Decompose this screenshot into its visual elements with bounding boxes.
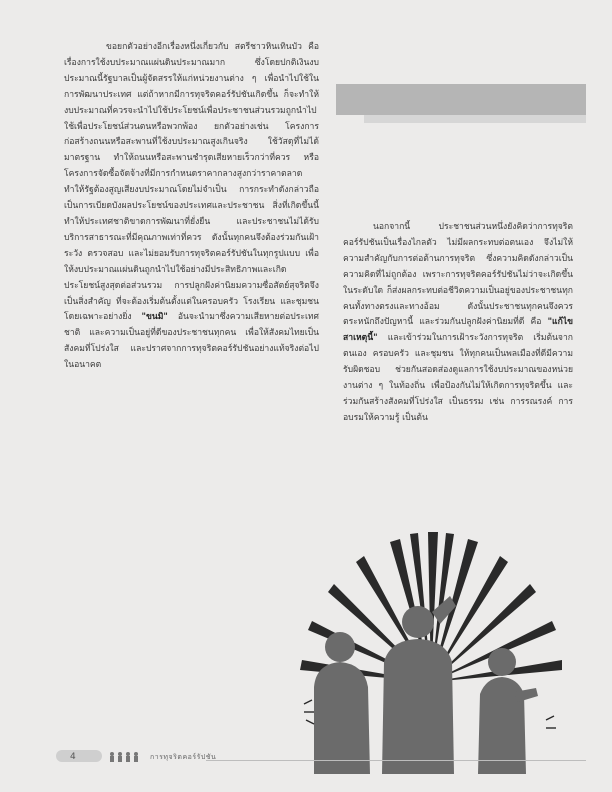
- left-paragraph: [64, 40, 319, 374]
- right-paragraph: [343, 220, 573, 427]
- left-column: [64, 40, 319, 374]
- right-bold-term: "แก้ไขสาเหตุนี้": [343, 317, 573, 344]
- left-bold-term: "ขนมิ": [141, 312, 168, 323]
- header-band-shadow: [364, 115, 586, 123]
- left-paragraph-tail: อันจะนำมาซึ่งความเสียหายต่อประเทศชาติ และความเป็นอยู่ที่ดีของประชาชนทุกคน เพื่อให้สังคมไทยเป็นสังคมที่โปร่งใส และปราศจากการทุจริตคอร์รัปชันอย่างแท้จริงต่อไปในอนาคต: [64, 312, 320, 371]
- right-column: [343, 220, 573, 427]
- page-number: 4: [70, 752, 76, 762]
- left-paragraph-lead: ขอยกตัวอย่างอีกเรื่องหนึ่งเกี่ยวกับ สตรีชาวหินเทินบัว คือ เรื่องการใช้งบประมาณแผ่นดินประมาณมาก ซึ่งโดยปกติเงินงบประมาณนี้รัฐบาลเป็นผู้จัดสรรให้แก่หน่วยงานต่าง ๆ เพื่อนำไปใช้ในการพัฒนาประเทศ แต่ถ้าหากมีการทุจริตคอร์รัปชันเกิดขึ้น ก็จะทำให้งบประมาณที่ควรจะนำไปใช้ประโยชน์เพื่อประชาชนส่วนรวมถูกนำไปใช้เพื่อประโยชน์ส่วนตนหรือพวกพ้อง ยกตัวอย่างเช่น โครงการก่อสร้างถนนหรือสะพานที่ใช้งบประมาณสูงเกินจริง ใช้วัสดุที่ไม่ได้มาตรฐาน ทำให้ถนนหรือสะพานชำรุดเสียหายเร็วกว่าที่ควร หรือโครงการจัดซื้อจัดจ้างที่มีการกำหนดราคากลางสูงกว่าราคาตลาด ทำให้รัฐต้องสูญเสียงบประมาณโดยไม่จำเป็น การกระทำดังกล่าวถือเป็นการเบียดบังผลประโยชน์ของประเทศและประชาชน สิ่งที่เกิดขึ้นนี้ทำให้ประเทศชาติขาดการพัฒนาที่ยั่งยืน และประชาชนไม่ได้รับบริการสาธารณะที่มีคุณภาพเท่าที่ควร ดังนั้นทุกคนจึงต้องร่วมกันเฝ้าระวัง ตรวจสอบ และไม่ยอมรับการทุจริตคอร์รัปชันในทุกรูปแบบ เพื่อให้งบประมาณแผ่นดินถูกนำไปใช้อย่างมีประสิทธิภาพและเกิดประโยชน์สูงสุดต่อส่วนรวม การปลูกฝังค่านิยมความซื่อสัตย์สุจริตจึงเป็นสิ่งสำคัญ ที่จะต้องเริ่มต้นตั้งแต่ในครอบครัว โรงเรียน และชุมชน โดยเฉพาะอย่างยิ่ง: [64, 42, 319, 323]
- footer-decoration: [56, 750, 586, 762]
- people-silhouette-illustration: [300, 512, 562, 774]
- adult-center-silhouette: [382, 596, 456, 774]
- footer-label: การทุจริตคอร์รัปชัน: [150, 753, 217, 761]
- right-paragraph-tail: และเข้าร่วมในการเฝ้าระวังการทุจริต เริ่มต้นจากตนเอง ครอบครัว และชุมชน ให้ทุกคนเป็นพลเมืองที่ดีมีความรับผิดชอบ ช่วยกันสอดส่องดูแลการใช้งบประมาณของหน่วยงานต่าง ๆ ในท้องถิ่น เพื่อป้องกันไม่ให้เกิดการทุจริตขึ้น และร่วมกันสร้างสังคมที่โปร่งใส เป็นธรรม เช่น การรณรงค์ การอบรมให้ความรู้ เป็นต้น: [343, 333, 573, 423]
- header-band: [336, 84, 586, 115]
- right-paragraph-lead: นอกจากนี้ ประชาชนส่วนหนึ่งยังคิดว่าการทุจริตคอร์รัปชันเป็นเรื่องไกลตัว ไม่มีผลกระทบต่อตนเอง จึงไม่ให้ความสำคัญกับการต่อต้านการทุจริต ซึ่งความคิดดังกล่าวเป็นความคิดที่ไม่ถูกต้อง เพราะการทุจริตคอร์รัปชันไม่ว่าจะเกิดขึ้นในระดับใด ก็ส่งผลกระทบต่อชีวิตความเป็นอยู่ของประชาชนทุกคนทั้งทางตรงและทางอ้อม ดังนั้นประชาชนทุกคนจึงควรตระหนักถึงปัญหานี้ และร่วมกันปลูกฝังค่านิยมที่ดี คือ: [343, 222, 573, 328]
